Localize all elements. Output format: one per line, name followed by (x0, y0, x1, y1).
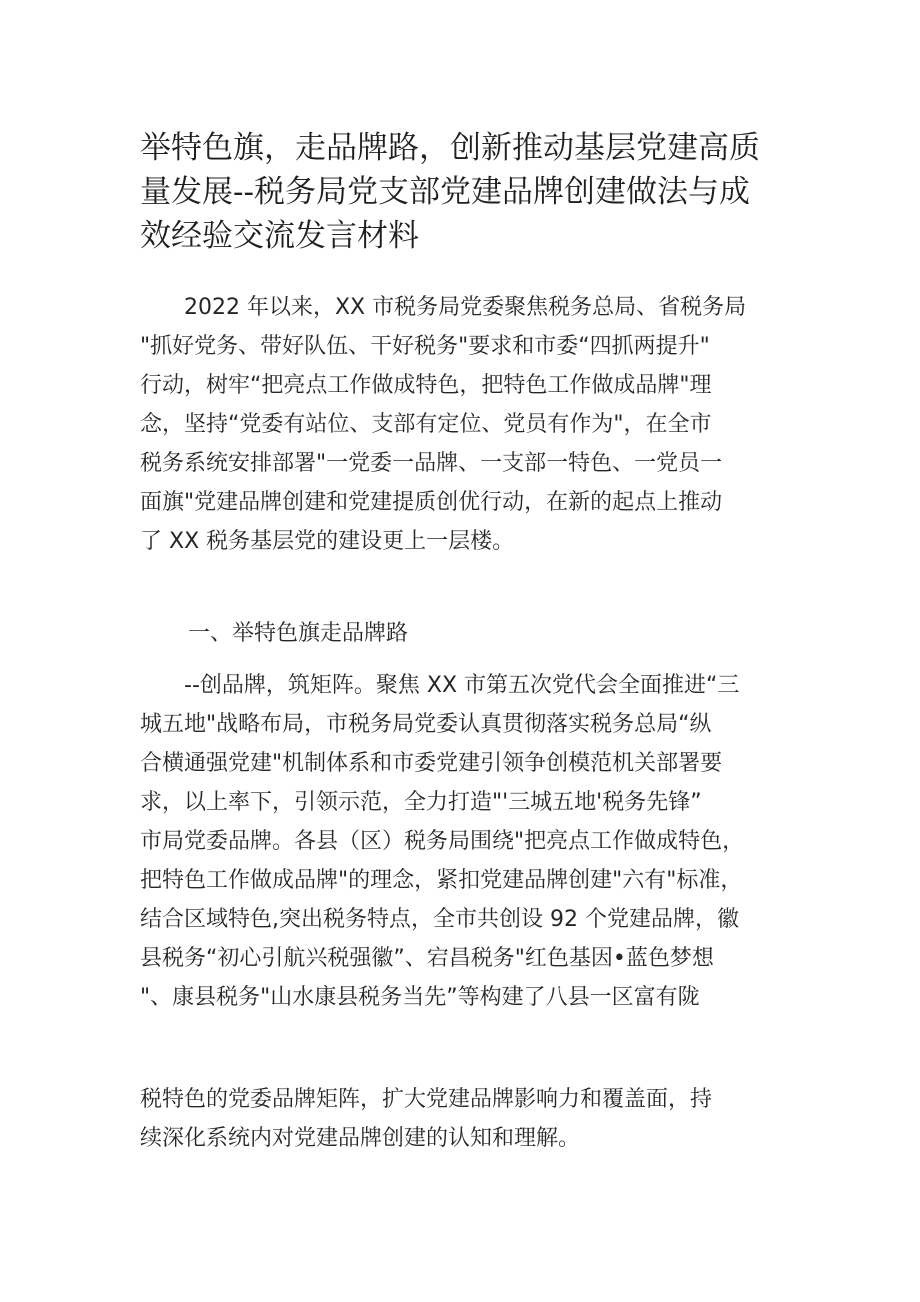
paragraph-line: 求，以上率下，引领示范，全力打造"'三城五地'税务先锋” (140, 790, 702, 815)
section-heading: 一、举特色旗走品牌路 (188, 621, 409, 646)
title-line: 举特色旗，走品牌路，创新推动基层党建高质 (140, 130, 760, 166)
paragraph-line: 税务系统安排部署"一党委一品牌、一支部一特色、一党员一 (140, 451, 723, 476)
paragraph-line: 县税务“初心引航兴税强徽”、宕昌税务"红色基因•蓝色梦想 (140, 946, 714, 971)
paragraph-line: 续深化系统内对党建品牌创建的认知和理解。 (140, 1126, 581, 1151)
title-line: 效经验交流发言材料 (140, 218, 419, 254)
paragraph-line: 市局党委品牌。各县（区）税务局围绕"把亮点工作做成特色， (140, 829, 745, 854)
paragraph-brand (140, 666, 820, 1017)
paragraph-line: 合横通强党建"机制体系和市委党建引领争创模范机关部署要 (140, 751, 723, 776)
paragraph-line: 行动，树牢“把亮点工作做成特色，把特色工作做成品牌"理 (140, 373, 712, 398)
paragraph-line: "、康县税务"山水康县税务当先”等构建了八县一区富有陇 (140, 985, 700, 1010)
document-title (140, 126, 800, 258)
paragraph-line: 税特色的党委品牌矩阵，扩大党建品牌影响力和覆盖面，持 (140, 1087, 713, 1112)
paragraph-continuation (140, 1080, 820, 1158)
paragraph-line: 念，坚持“党委有站位、支部有定位、党员有作为"，在全市 (140, 412, 712, 437)
paragraph-line: "抓好党务、带好队伍、干好税务"要求和市委“四抓两提升" (140, 334, 710, 359)
paragraph-line: 了 XX 税务基层党的建设更上一层楼。 (140, 529, 515, 554)
paragraph-line: 结合区域特色,突出税务特点，全市共创设 92 个党建品牌，徽 (140, 907, 739, 932)
title-line: 量发展--税务局党支部党建品牌创建做法与成 (140, 174, 750, 210)
paragraph-line: 面旗"党建品牌创建和党建提质创优行动，在新的起点上推动 (140, 490, 723, 515)
paragraph-line: --创品牌，筑矩阵。聚焦 XX 市第五次党代会全面推进“三 (140, 673, 740, 698)
paragraph-line: 把特色工作做成品牌"的理念，紧扣党建品牌创建"六有"标准， (140, 868, 743, 893)
paragraph-line: 城五地"战略布局，市税务局党委认真贯彻落实税务总局“纵 (140, 712, 712, 737)
paragraph-line: 2022 年以来，XX 市税务局党委聚焦税务总局、省税务局 (140, 295, 747, 320)
paragraph-intro (140, 288, 820, 561)
